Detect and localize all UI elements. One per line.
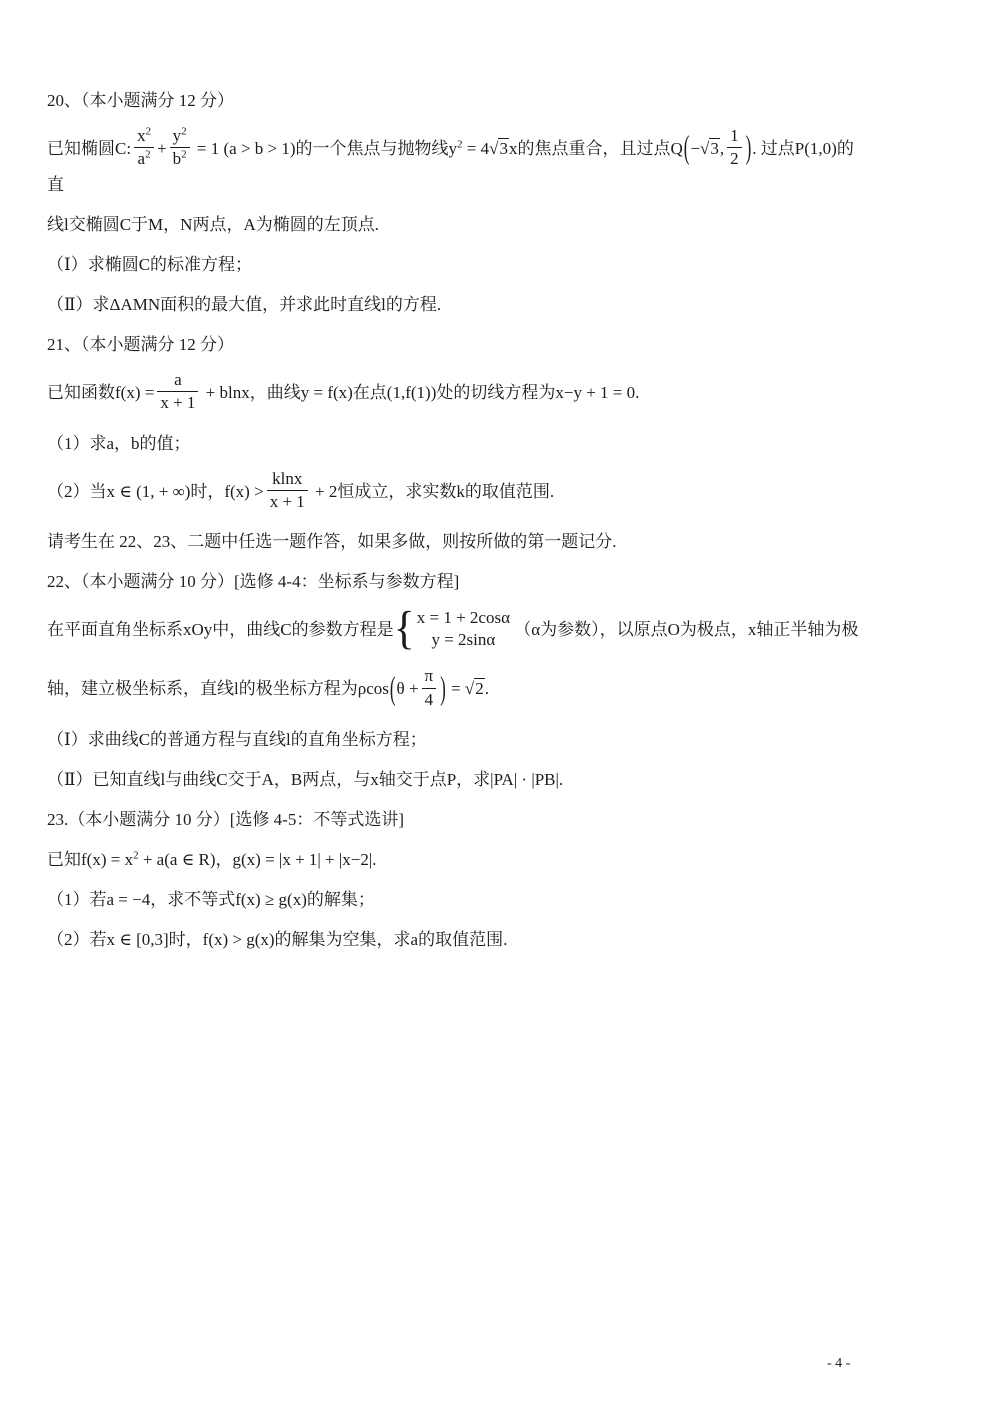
fraction-x2-a2 (134, 126, 154, 170)
q21-part2-line (47, 468, 867, 515)
q22-part2: （Ⅱ）已知直线l与曲线C交于A，B两点，与x轴交于点P，求|PA| · |PB|. (47, 770, 564, 790)
period: . (752, 138, 757, 158)
fraction-numerator (170, 126, 190, 148)
q21-intro-line (47, 369, 867, 416)
q21-intro-pre: 已知函数f(x) = (47, 382, 155, 402)
fraction-denominator: 2 (730, 149, 739, 169)
q21-intro-post: + blnx，曲线y = f(x)在点(1,f(1))处的切线方程为x−y + 1 = 0. (205, 382, 640, 402)
q23-intro-post: + a(a ∈ R)，g(x) = |x + 1| + |x−2|. (142, 850, 377, 870)
point-q-formula (670, 126, 757, 169)
var-y: y (448, 138, 458, 158)
plus-sign: + (157, 138, 167, 158)
q20-intro-line (47, 125, 867, 197)
q22-title: 22、（本小题满分 10 分）[选修 4-4：坐标系与参数方程] (47, 572, 460, 592)
fraction-numerator: a (157, 370, 198, 392)
condition-a-b: (a > b > 1) (223, 138, 296, 158)
fraction-denominator (134, 148, 154, 169)
q21-title: 21、（本小题满分 12 分） (47, 334, 234, 354)
minus-sign: − (690, 138, 701, 158)
q21-part2-post: + 2恒成立，求实数k的取值范围. (315, 481, 555, 501)
fraction-denominator: x + 1 (269, 491, 305, 511)
selection-note: 请考生在 22、23、二题中任选一题作答，如果多做，则按所做的第一题记分. (47, 532, 617, 552)
var-a: a (137, 149, 146, 169)
fraction-denominator (170, 148, 190, 169)
superscript: 2 (145, 125, 152, 138)
system-equation-1: x = 1 + 2cosα (416, 608, 510, 628)
parabola-formula (449, 139, 518, 158)
q20-line2: 线l交椭圆C于M，N两点，A为椭圆的左顶点. (47, 214, 379, 234)
parametric-system (393, 603, 510, 655)
superscript: 2 (145, 148, 151, 161)
fraction-denominator: x + 1 (160, 393, 196, 413)
system-equation-2: y = 2sinα (431, 630, 496, 650)
equals-sign: = (451, 679, 461, 699)
big-left-brace: { (393, 603, 415, 655)
q23-intro-line (47, 847, 867, 872)
q22-intro1-post: （α为参数），以原点O为极点，x轴正半轴为极 (514, 620, 859, 640)
q23-part1: （1）若a = −4，求不等式f(x) ≥ g(x)的解集； (47, 890, 375, 910)
fraction-denominator: 4 (424, 689, 434, 709)
var-y: y (172, 126, 182, 145)
page-number: - 4 - (827, 1356, 851, 1371)
fraction-numerator (134, 126, 154, 148)
question-20 (47, 88, 867, 317)
period: . (484, 679, 489, 699)
q23-title: 23.（本小题满分 10 分）[选修 4-5：不等式选讲] (47, 810, 404, 830)
sqrt-radical (465, 679, 485, 698)
radical-sign: √ (700, 138, 710, 158)
fraction-pi-4 (422, 666, 437, 710)
superscript: 2 (133, 849, 139, 862)
question-21 (47, 332, 867, 515)
fraction-a-x1 (157, 370, 198, 414)
fraction-y2-b2 (170, 126, 190, 170)
radical-sign: √ (489, 138, 499, 158)
equals-one: = 1 (196, 138, 220, 158)
sqrt-radical (700, 139, 720, 158)
q22-intro2-pre: 轴，建立极坐标系，直线l的极坐标方程为ρcos (47, 679, 389, 699)
question-23 (47, 807, 867, 952)
superscript: 2 (181, 125, 187, 138)
radicand: 3 (499, 138, 508, 158)
q20-intro-mid1: 的一个焦点与抛物线 (295, 138, 449, 158)
q22-intro-line2 (47, 668, 867, 712)
q20-intro-pre: 已知椭圆 (47, 138, 115, 158)
exam-page (47, 88, 867, 967)
q20-title: 20、（本小题满分 12 分） (47, 91, 234, 110)
fraction-numerator: 1 (727, 126, 742, 148)
var-x: x (137, 126, 146, 145)
big-right-paren: ) (745, 129, 752, 166)
sqrt-radical (489, 139, 509, 158)
q23-part2: （2）若x ∈ [0,3]时，f(x) > g(x)的解集为空集，求a的取值范围. (47, 930, 508, 950)
fraction-numerator: π (422, 666, 437, 688)
q22-intro-line1 (47, 603, 867, 655)
system-rows (417, 607, 510, 651)
q21-part1: （1）求a，b的值； (47, 433, 191, 453)
q20-intro-mid3: 过点P(1,0)的直 (47, 138, 854, 194)
fraction-1-2 (727, 126, 742, 170)
q20-part1: （Ⅰ）求椭圆C的标准方程； (47, 254, 253, 274)
fraction-numerator: klnx (267, 469, 308, 491)
var-x: x (508, 138, 518, 158)
q20-intro-mid2: 的焦点重合，且过点 (517, 138, 671, 158)
superscript: 2 (457, 138, 463, 151)
q20-part2: （Ⅱ）求ΔAMN面积的最大值，并求此时直线l的方程. (47, 294, 442, 314)
theta-plus: θ + (396, 679, 419, 699)
comma: , (719, 138, 725, 158)
q22-intro1-pre: 在平面直角坐标系xOy中，曲线C的参数方程是 (47, 620, 394, 640)
fraction-klnx-x1 (267, 469, 308, 513)
q21-part2-pre: （2）当x ∈ (1, + ∞)时，f(x) > (47, 481, 264, 501)
q22-part1: （Ⅰ）求曲线C的普通方程与直线l的直角坐标方程； (47, 730, 427, 750)
radical-sign: √ (464, 679, 475, 699)
q20-ellipse-label: C: (115, 138, 132, 158)
point-q-name: Q (670, 138, 683, 158)
big-left-paren: ( (389, 670, 396, 707)
question-22 (47, 569, 867, 792)
superscript: 2 (181, 148, 187, 161)
equals-4: = 4 (466, 138, 490, 158)
radicand: 2 (475, 679, 484, 699)
radicand: 3 (710, 138, 719, 158)
big-left-paren: ( (683, 129, 690, 166)
var-b: b (172, 149, 182, 169)
big-right-paren: ) (440, 670, 446, 707)
q23-intro-pre: 已知f(x) = x (47, 850, 134, 870)
